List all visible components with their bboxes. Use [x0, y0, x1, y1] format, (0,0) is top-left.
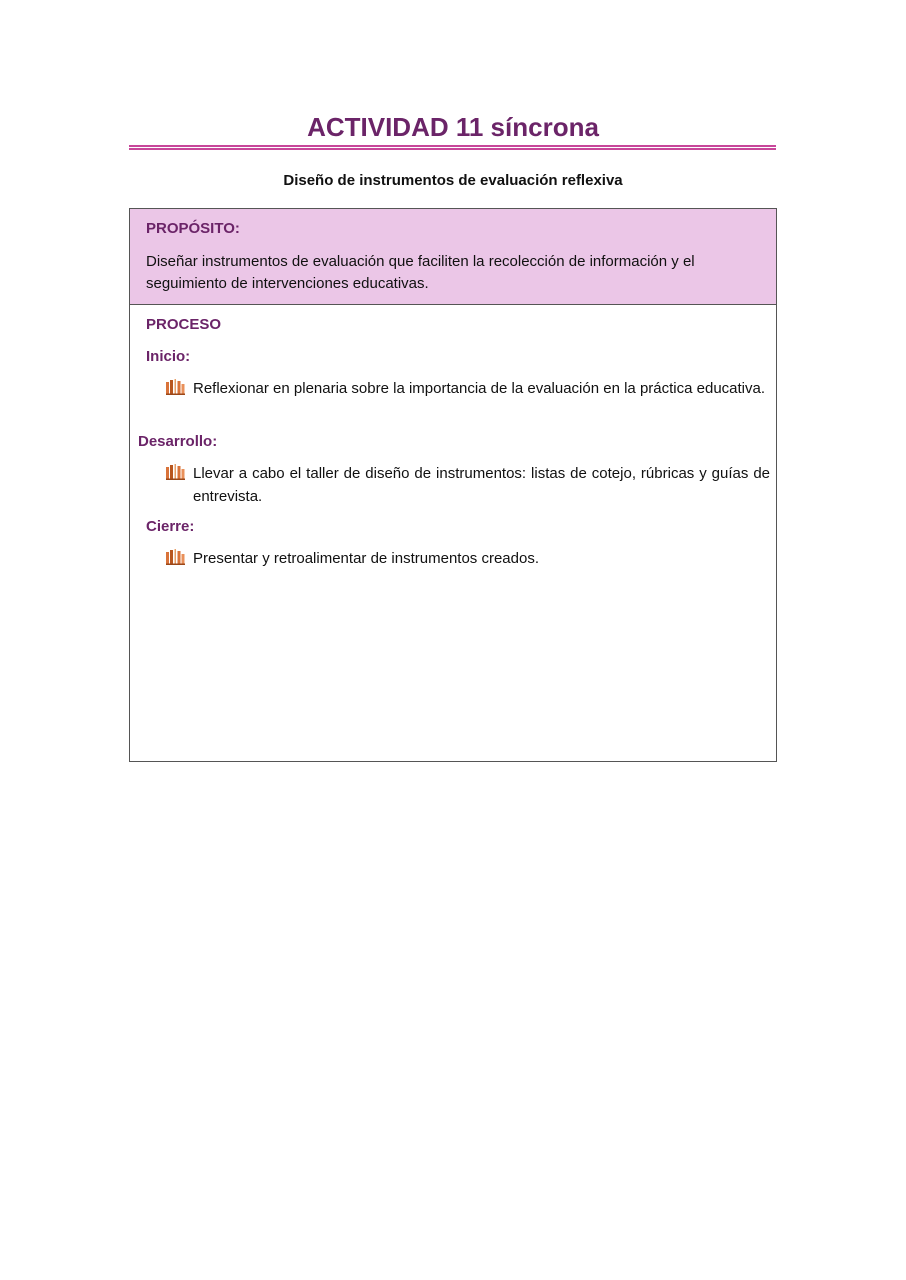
- purpose-section: [130, 209, 776, 305]
- purpose-heading: PROPÓSITO:: [146, 220, 240, 237]
- list-item-text: Llevar a cabo el taller de diseño de instrumentos: listas de cotejo, rúbricas y guías de entrevista.: [193, 465, 770, 505]
- document-subtitle: Diseño de instrumentos de evaluación reflexiva: [283, 172, 623, 189]
- books-bullet-icon: [166, 379, 186, 395]
- list-item-text: Presentar y retroalimentar de instrumentos creados.: [193, 550, 539, 567]
- page-title: ACTIVIDAD 11 síncrona: [307, 112, 599, 142]
- title-double-rule: [129, 145, 776, 150]
- books-bullet-icon: [166, 549, 186, 565]
- section-heading-cierre: Cierre:: [146, 518, 195, 535]
- list-item-text: Reflexionar en plenaria sobre la importancia de la evaluación en la práctica educativa.: [193, 380, 766, 397]
- activity-box: [129, 208, 777, 762]
- section-heading-desarrollo: Desarrollo:: [138, 433, 218, 450]
- title-rule-line-top: [129, 145, 776, 147]
- books-bullet-icon: [166, 464, 186, 480]
- process-heading: PROCESO: [146, 316, 222, 333]
- title-rule-line-bottom: [129, 148, 776, 150]
- purpose-text: Diseñar instrumentos de evaluación que faciliten la recolección de información y el seguimiento de intervenciones educativas.: [146, 253, 695, 292]
- section-heading-inicio: Inicio:: [146, 348, 191, 365]
